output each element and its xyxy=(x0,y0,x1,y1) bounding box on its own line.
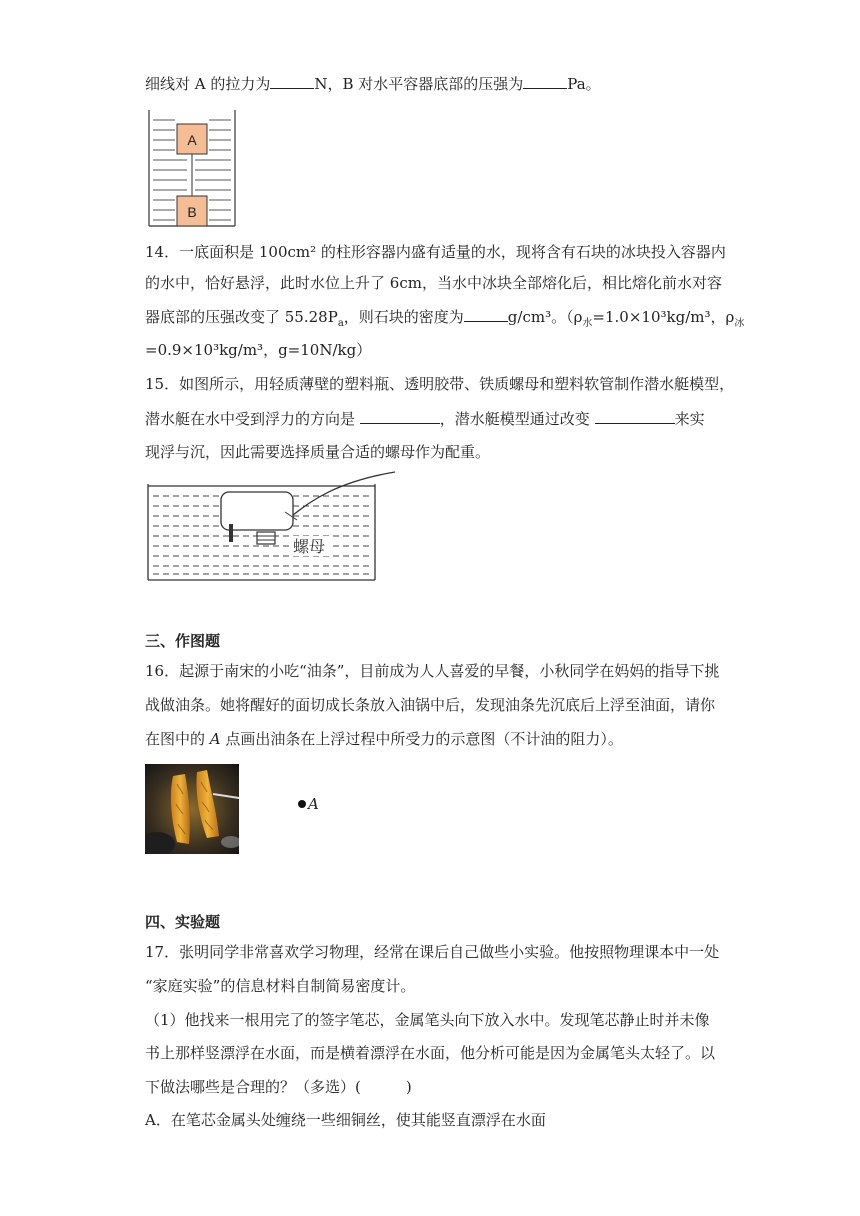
q15-line1: 15．如图所示，用轻质薄壁的塑料瓶、透明胶带、铁质螺母和塑料软管制作潜水艇模型， xyxy=(145,375,735,393)
q16-line1: 16．起源于南宋的小吃“油条”，目前成为人人喜爱的早餐，小秋同学在妈妈的指导下挑 xyxy=(145,662,720,680)
answer-blank[interactable] xyxy=(270,72,314,89)
nut-icon xyxy=(257,532,275,544)
q15-line2: 潜水艇在水中受到浮力的方向是 ，潜水艇模型通过改变 来实 xyxy=(145,407,705,430)
section4-heading: 四、实验题 xyxy=(145,913,221,931)
answer-blank[interactable] xyxy=(595,407,675,424)
block-a-label: A xyxy=(187,132,197,148)
answer-blank[interactable] xyxy=(464,305,508,322)
q16-line2: 战做油条。她将醒好的面切成长条放入油锅中后，发现油条先沉底后上浮至油面，请你 xyxy=(145,696,716,714)
q17-line1: 17．张明同学非常喜欢学习物理，经常在课后自己做些小实验。他按照物理课本中一处 xyxy=(145,943,720,961)
q17-line5: 下做法哪些是合理的？（多选）( ) xyxy=(145,1078,412,1096)
q16-line3: 在图中的 A 点画出油条在上浮过程中所受力的示意图（不计油的阻力）。 xyxy=(145,730,623,748)
point-dot xyxy=(298,800,306,808)
block-b-label: B xyxy=(187,204,197,220)
answer-blank[interactable] xyxy=(523,72,567,89)
q13-text: 细线对 A 的拉力为 N，B 对水平容器底部的压强为 Pa。 xyxy=(145,72,601,95)
q17-line3: （1）他找来一根用完了的签字笔芯，金属笔头向下放入水中。发现笔芯静止时并未像 xyxy=(145,1011,710,1029)
container-ab-figure xyxy=(145,108,245,228)
q14-line4: =0.9×10³kg/m³，g=10N/kg） xyxy=(145,341,372,359)
q15-line3: 现浮与沉，因此需要选择质量合适的螺母作为配重。 xyxy=(145,443,491,461)
q14-line3: 器底部的压强改变了 $55.28P_a$，则石块的密度为 g/cm³。（$\rho_水=1.0\times 10^3kg/m^3$，$\rho_冰$ xyxy=(145,305,744,335)
youtiao-photo xyxy=(145,764,239,854)
q14-line1: 14．一底面积是 100cm² 的柱形容器内盛有适量的水，现将含有石块的冰块投入容器内 xyxy=(145,243,726,261)
q17-line2: “家庭实验”的信息材料自制简易密度计。 xyxy=(145,977,416,995)
nut-label: 螺母 xyxy=(293,537,326,556)
plastic-tube xyxy=(293,472,395,515)
q14-line2: 的水中，恰好悬浮，此时水位上升了 6cm，当水中冰块全部熔化后，相比熔化前水对容 xyxy=(145,274,722,292)
q17-line4: 书上那样竖漂浮在水面，而是横着漂浮在水面，他分析可能是因为金属笔头太轻了。以 xyxy=(145,1044,716,1062)
point-a: A xyxy=(298,795,319,813)
answer-blank[interactable] xyxy=(360,407,440,424)
q17-option-a: A．在笔芯金属头处缠绕一些细铜丝，使其能竖直漂浮在水面 xyxy=(145,1111,546,1129)
section3-heading: 三、作图题 xyxy=(145,632,221,650)
submarine-model-figure xyxy=(145,470,400,584)
tape-mark xyxy=(229,524,233,542)
